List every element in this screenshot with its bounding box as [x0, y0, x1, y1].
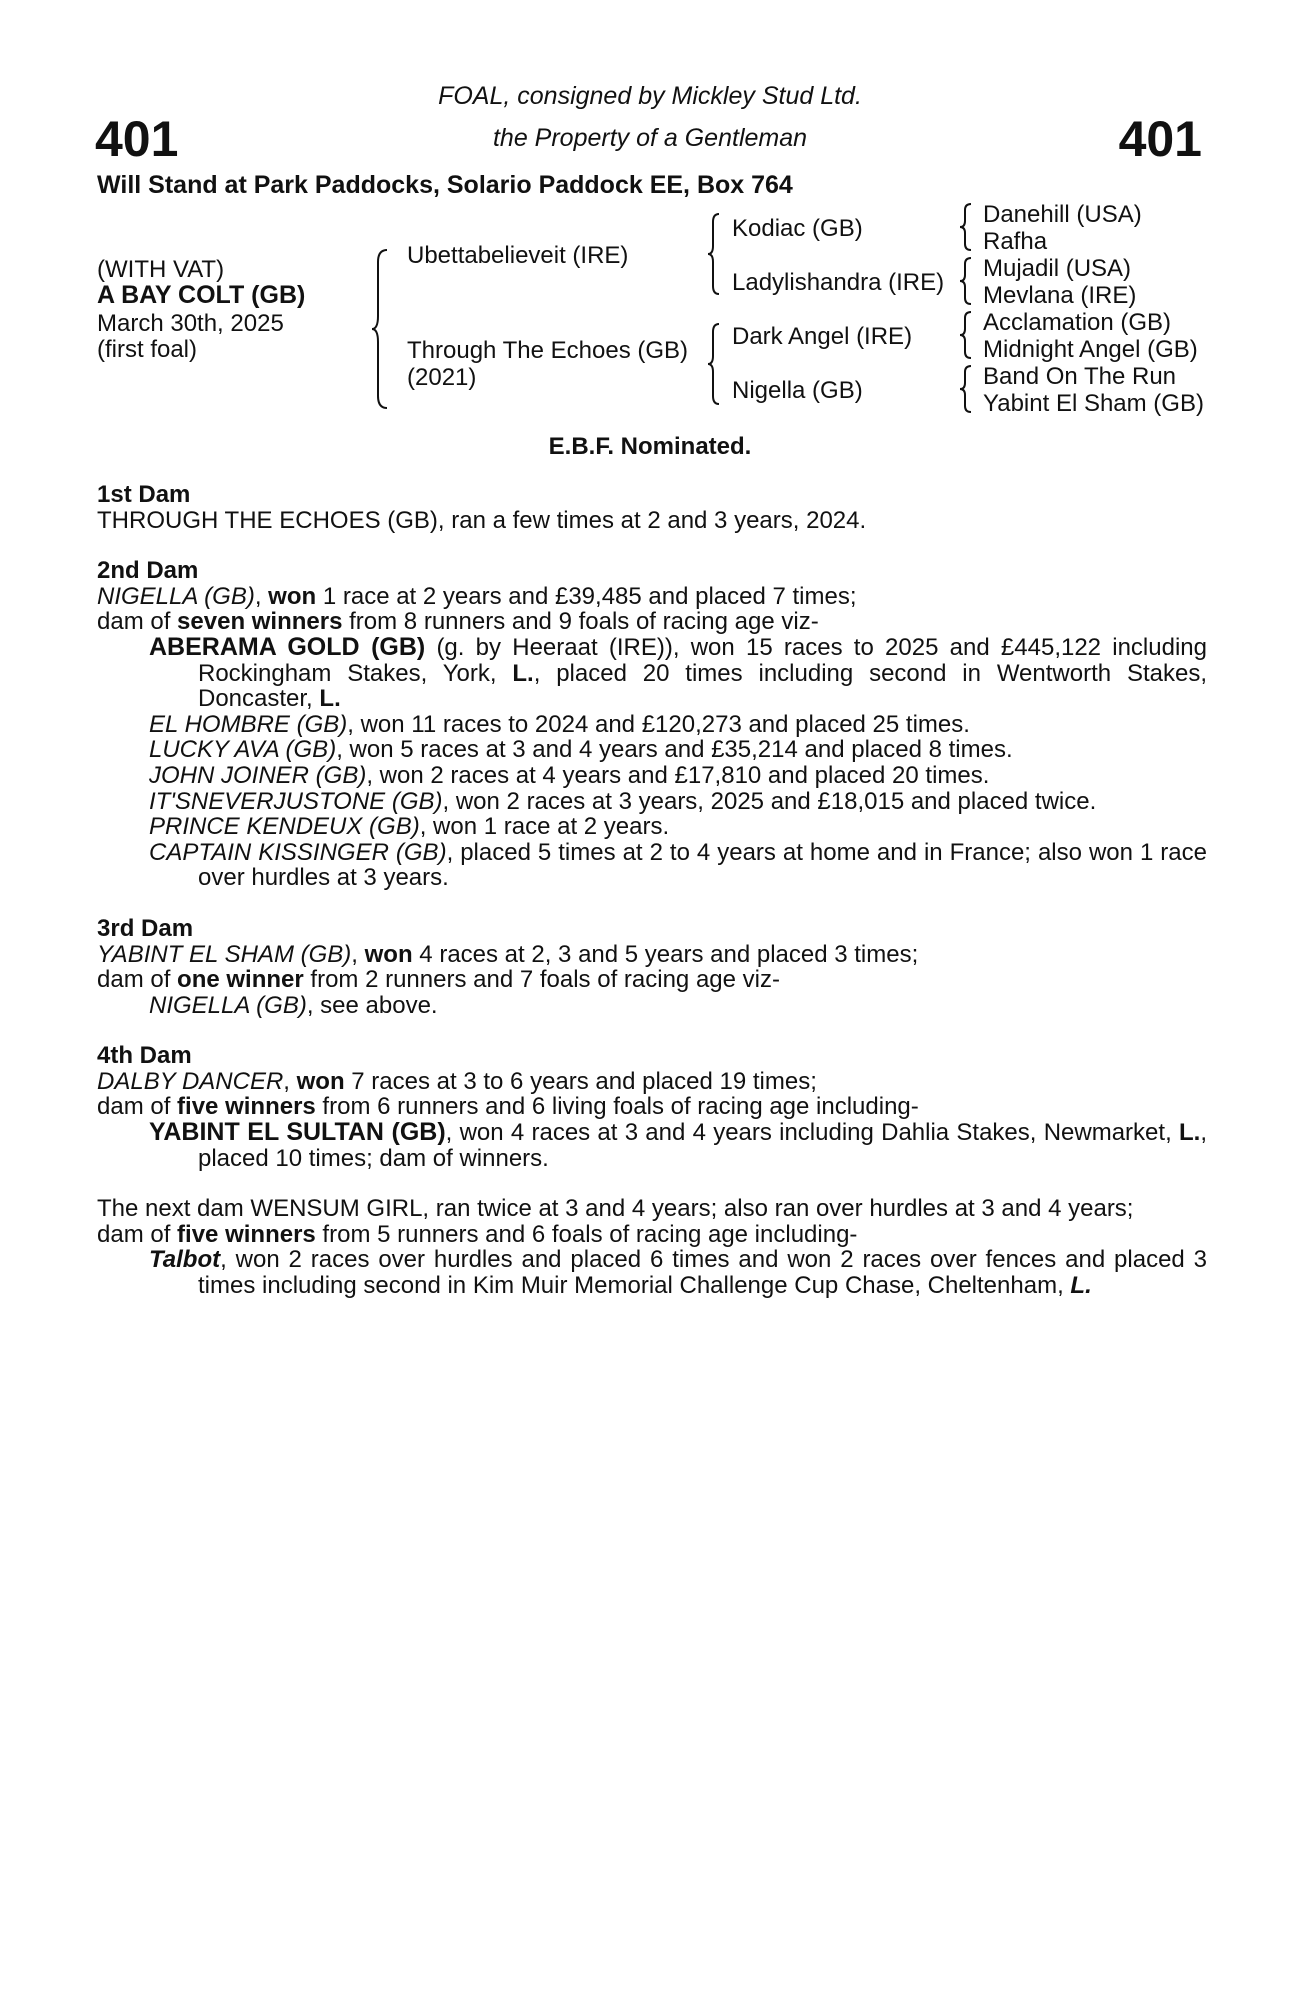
produce-text: , won 2 races at 3 years, 2025 and £18,015 and placed twice. [442, 787, 1097, 815]
produce-prince-kendeux [97, 814, 1207, 840]
second-dam-winners: seven winners [177, 608, 343, 636]
produce-text: , placed 5 times at 2 to 4 years at home and in France; also won 1 race over hurdles at 3 years. [198, 838, 1207, 892]
pedigree-sire-sire: Kodiac (GB) [732, 215, 863, 242]
produce-itsneverjustone [97, 789, 1207, 815]
produce-name: YABINT EL SULTAN (GB) [149, 1118, 446, 1147]
listed-mark: L. [1178, 1119, 1201, 1147]
second-dam-record: NIGELLA (GB), won 1 race at 2 years and £39,485 and placed 7 times; [97, 582, 857, 610]
produce-text: , won 11 races to 2024 and £120,273 and placed 25 times. [347, 710, 970, 738]
produce-name: PRINCE KENDEUX (GB) [149, 813, 420, 841]
produce-lucky-ava [97, 737, 1207, 763]
lot-number-left: 401 [95, 111, 179, 167]
pedigree-brace-main [370, 248, 390, 410]
lot-number-right: 401 [1118, 111, 1202, 167]
produce-name: NIGELLA (GB) [149, 991, 307, 1019]
pedigree-dam-sire: Dark Angel (IRE) [732, 323, 913, 350]
third-dam-heading: 3rd Dam [97, 914, 194, 942]
next-dam-winners-rest: from 5 runners and 6 foals of racing age including- [315, 1220, 858, 1248]
ebf-nominated: E.B.F. Nominated. [548, 433, 752, 460]
produce-yabint-el-sultan [97, 1120, 1207, 1171]
produce-talbot [97, 1247, 1207, 1298]
pedigree-sire: Ubettabelieveit (IRE) [407, 242, 629, 269]
next-dam-line: The next dam WENSUM GIRL, ran twice at 3 and 4 years; also ran over hurdles at 3 and 4 years; [97, 1195, 1134, 1223]
fourth-dam-name: DALBY DANCER [97, 1067, 284, 1095]
produce-john-joiner [97, 763, 1207, 789]
third-dam-winners: one winner [177, 966, 304, 994]
listed-mark: L. [1070, 1272, 1092, 1300]
listed-mark: L. [319, 685, 341, 713]
third-dam-dam-of: dam of [97, 966, 178, 994]
produce-text: , won 1 race at 2 years. [419, 813, 670, 841]
pedigree-g5: Acclamation (GB) [983, 309, 1172, 336]
produce-name: LUCKY AVA (GB) [149, 736, 337, 764]
pedigree-g7: Band On The Run [983, 363, 1177, 390]
first-dam-section [97, 482, 1207, 533]
pedigree-g1: Danehill (USA) [983, 201, 1142, 228]
produce-name: CAPTAIN KISSINGER (GB) [149, 838, 447, 866]
second-dam-dam-of: dam of [97, 608, 178, 636]
fourth-dam-record: DALBY DANCER, won 7 races at 3 to 6 years and placed 19 times; [97, 1067, 817, 1095]
produce-nigella [97, 993, 1207, 1019]
pedigree-dam-dam: Nigella (GB) [732, 377, 863, 404]
produce-captain-kissinger [97, 840, 1207, 891]
second-dam-section [97, 558, 1207, 891]
vat-note: (WITH VAT) [97, 256, 225, 283]
foal-note: (first foal) [97, 336, 198, 363]
fourth-dam-dam-of: dam of [97, 1093, 178, 1121]
second-dam-won: won [268, 582, 317, 610]
pedigree-g2: Rafha [983, 228, 1048, 255]
second-dam-name: NIGELLA (GB) [97, 582, 255, 610]
pedigree-dam-year: (2021) [407, 364, 477, 391]
third-dam-produce-summary [97, 967, 1207, 993]
next-dam-produce-summary [97, 1222, 1207, 1248]
produce-aberama-gold [97, 632, 1207, 713]
fourth-dam-produce-summary [97, 1094, 1207, 1120]
second-dam-heading: 2nd Dam [97, 557, 199, 585]
third-dam-name: YABINT EL SHAM (GB) [97, 940, 352, 968]
pedigree-g4: Mevlana (IRE) [983, 282, 1137, 309]
third-dam-section [97, 916, 1207, 1018]
produce-name: IT'SNEVERJUSTONE (GB) [149, 787, 443, 815]
produce-text: , won 2 races at 4 years and £17,810 and placed 20 times. [366, 761, 990, 789]
listed-mark: L. [512, 659, 534, 687]
pedigree-g3: Mujadil (USA) [983, 255, 1132, 282]
produce-text: , placed 20 times including second in Wentworth Stakes, Doncaster, [198, 659, 1207, 713]
produce-text: , see above. [306, 991, 438, 1019]
fourth-dam-heading: 4th Dam [97, 1042, 192, 1070]
produce-name: ABERAMA GOLD (GB) [149, 632, 426, 661]
pedigree-dam: Through The Echoes (GB) [407, 337, 689, 364]
pedigree-g8: Yabint El Sham (GB) [983, 390, 1204, 417]
first-dam-line: THROUGH THE ECHOES (GB), ran a few times at 2 and 3 years, 2024. [97, 506, 867, 534]
first-dam-heading: 1st Dam [97, 481, 191, 508]
third-dam-record: YABINT EL SHAM (GB), won 4 races at 2, 3 and 5 years and placed 3 times; [97, 940, 919, 968]
fourth-dam-rest: 7 races at 3 to 6 years and placed 19 times; [344, 1067, 817, 1095]
next-dam-dam-of: dam of [97, 1220, 178, 1248]
fourth-dam-winners-rest: from 6 runners and 6 living foals of racing age including- [315, 1093, 919, 1121]
third-dam-won: won [364, 940, 413, 968]
third-dam-rest: 4 races at 2, 3 and 5 years and placed 3 times; [412, 940, 919, 968]
pedigree-brace-g34 [958, 256, 974, 306]
produce-text: , won 4 races at 3 and 4 years including Dahlia Stakes, Newmarket, [445, 1119, 1179, 1147]
second-dam-winners-rest: from 8 runners and 9 foals of racing age viz- [342, 608, 819, 636]
produce-name: EL HOMBRE (GB) [149, 710, 348, 738]
produce-name: JOHN JOINER (GB) [149, 761, 367, 789]
next-dam-section [97, 1196, 1207, 1298]
produce-text: , won 5 races at 3 and 4 years and £35,214 and placed 8 times. [336, 736, 1013, 764]
consignor-line: FOAL, consigned by Mickley Stud Ltd. [438, 82, 862, 110]
third-dam-winners-rest: from 2 runners and 7 foals of racing age viz- [303, 966, 780, 994]
fourth-dam-won: won [296, 1067, 345, 1095]
pedigree-g6: Midnight Angel (GB) [983, 336, 1198, 363]
produce-name: Talbot [149, 1246, 221, 1274]
catalogue-body [97, 482, 1207, 1299]
pedigree-brace-dam [706, 322, 722, 406]
pedigree-brace-g56 [958, 310, 974, 360]
next-dam-winners: five winners [177, 1220, 316, 1248]
stand-location: Will Stand at Park Paddocks, Solario Paddock EE, Box 764 [97, 171, 793, 199]
property-line: the Property of a Gentleman [492, 124, 808, 152]
date-of-birth: March 30th, 2025 [97, 310, 284, 337]
produce-el-hombre [97, 712, 1207, 738]
pedigree-sire-dam: Ladylishandra (IRE) [732, 269, 945, 296]
lot-title: A BAY COLT (GB) [97, 281, 306, 309]
pedigree-brace-g78 [958, 364, 974, 414]
fourth-dam-winners: five winners [177, 1093, 316, 1121]
fourth-dam-section [97, 1043, 1207, 1171]
pedigree-brace-sire [706, 212, 722, 296]
produce-text: (g. by Heeraat (IRE)), won 15 races to 2025 and £445,122 including Rockingham Stakes, York, [198, 633, 1207, 687]
second-dam-rest: 1 race at 2 years and £39,485 and placed 7 times; [316, 582, 857, 610]
pedigree-brace-g12 [958, 202, 974, 252]
second-dam-produce-summary [97, 609, 1207, 635]
produce-text: , placed 10 times; dam of winners. [198, 1119, 1207, 1172]
produce-text: , won 2 races over hurdles and placed 6 times and won 2 races over fences and placed 3 times including second in Kim Muir Memorial Challenge Cup Chase, Cheltenham, [198, 1246, 1207, 1300]
